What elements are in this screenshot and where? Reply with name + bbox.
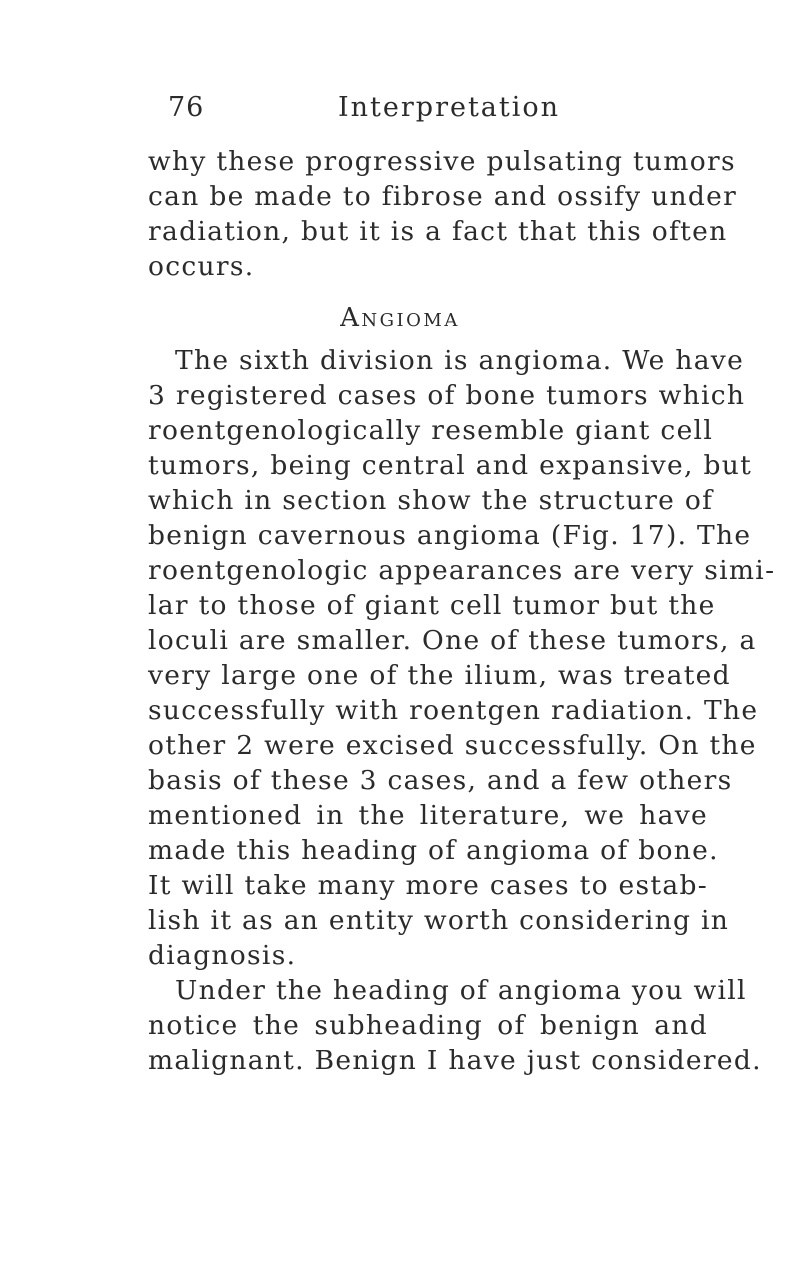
text-line: can be made to fibrose and ossify under (148, 181, 738, 212)
text-line: tumors, being central and expansive, but (148, 450, 753, 481)
text-line: radiation, but it is a fact that this often (148, 216, 728, 247)
text-line: occurs. (148, 251, 255, 282)
text-line: benign cavernous angioma (Fig. 17). The (148, 520, 752, 551)
text-line: successfully with roentgen radiation. The (148, 695, 759, 726)
text-line: which in section show the structure of (148, 485, 714, 516)
text-line: roentgenologically resemble giant cell (148, 415, 714, 446)
text-line: basis of these 3 cases, and a few others (148, 765, 733, 796)
text-line: other 2 were excised successfully. On the (148, 730, 757, 761)
section-heading: Angioma (340, 303, 460, 333)
page-number: 76 (168, 92, 205, 123)
text-line: 3 registered cases of bone tumors which (148, 380, 746, 411)
text-line: It will take many more cases to estab- (148, 870, 708, 901)
text-line: made this heading of angioma of bone. (148, 835, 719, 866)
text-line: roentgenologic appearances are very simi- (148, 555, 776, 586)
text-line: lar to those of giant cell tumor but the (148, 590, 716, 621)
text-line: lish it as an entity worth considering in (148, 905, 730, 936)
text-line: loculi are smaller. One of these tumors, a (148, 625, 757, 656)
text-line: diagnosis. (148, 940, 297, 971)
running-title: Interpretation (338, 92, 561, 123)
text-line: notice the subheading of benign and (148, 1010, 708, 1041)
text-line: Under the heading of angioma you will (175, 975, 747, 1006)
running-head (148, 92, 708, 132)
text-line: why these progressive pulsating tumors (148, 146, 736, 177)
text-line: malignant. Benign I have just considered. (148, 1045, 762, 1076)
text-line: very large one of the ilium, was treated (148, 660, 731, 691)
text-line: The sixth division is angioma. We have (175, 345, 745, 376)
text-line: mentioned in the literature, we have (148, 800, 708, 831)
